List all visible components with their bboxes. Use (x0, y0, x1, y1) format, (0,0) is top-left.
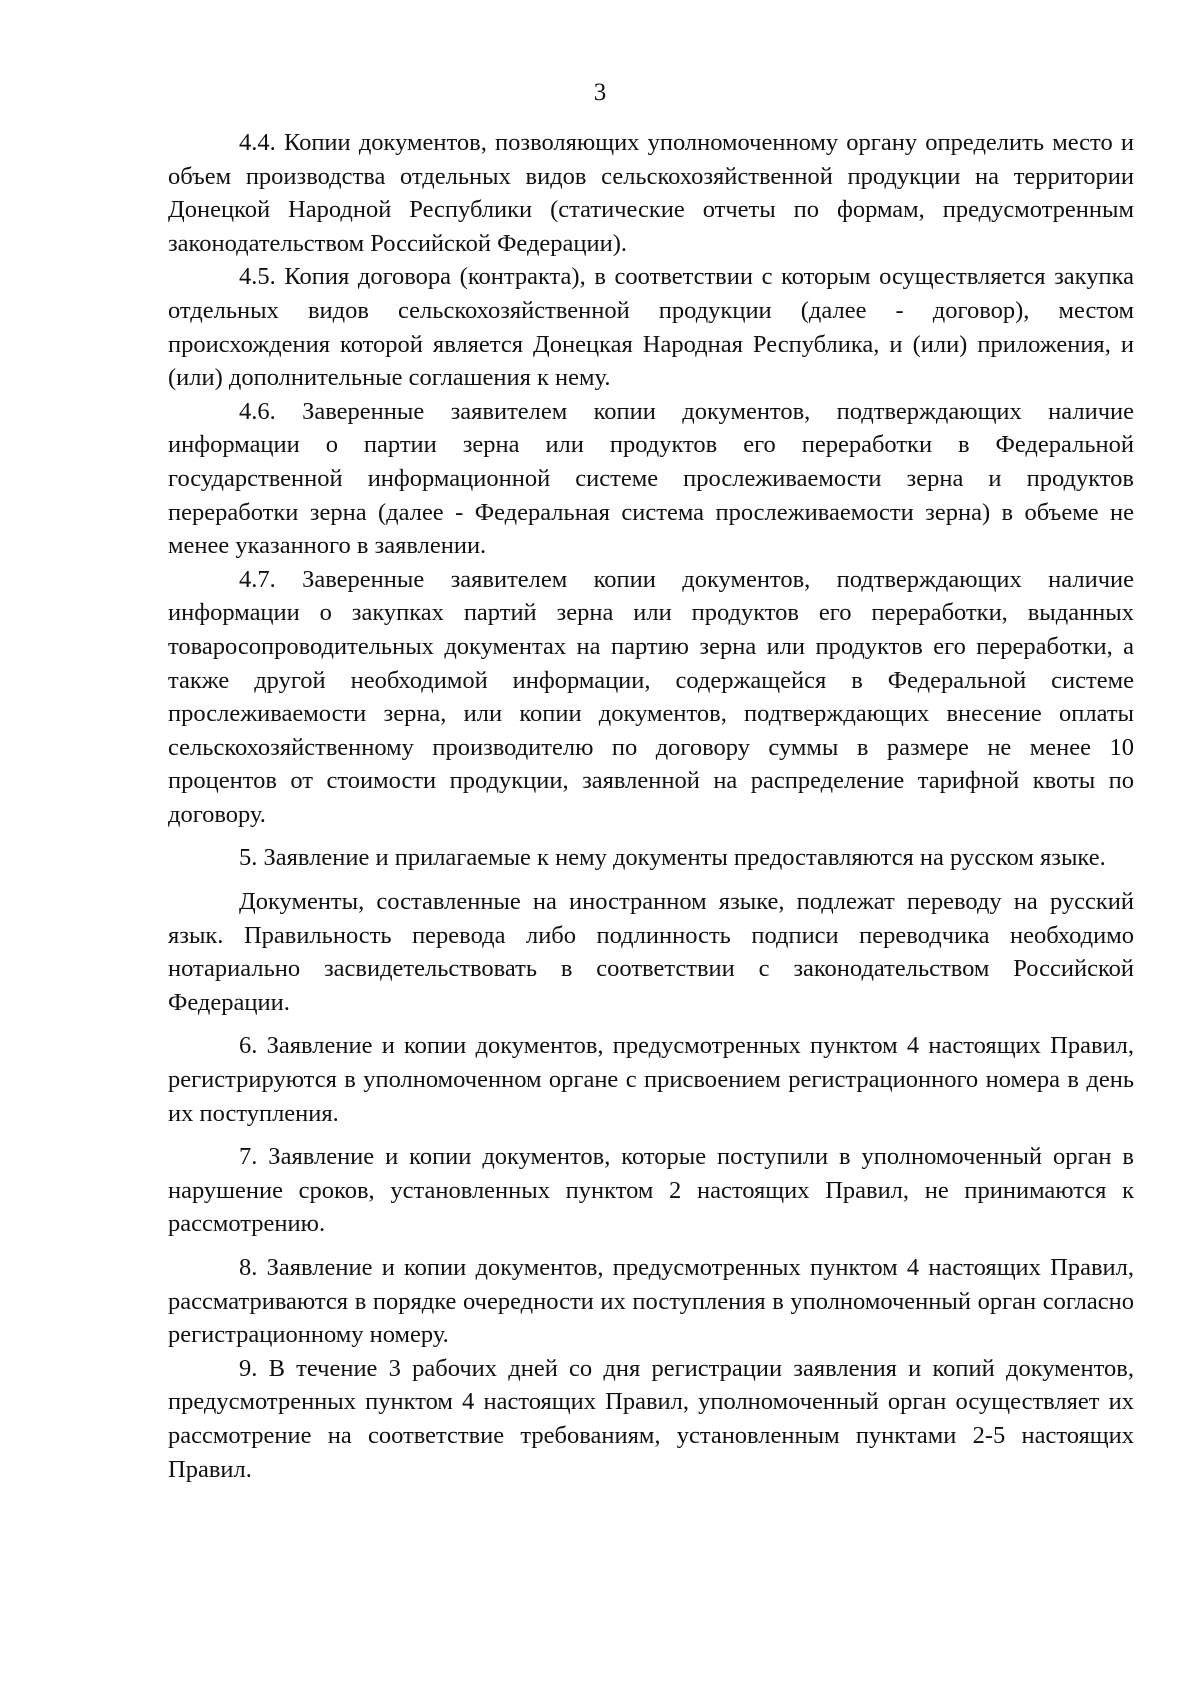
document-body (168, 126, 1134, 1486)
paragraph-4-5: 4.5. Копия договора (контракта), в соответствии с которым осуществляется закупка отдельных видов сельскохозяйственной продукции (далее - договор), местом происхождения которой является Донецкая Народная Республика, и (или) приложения, и (или) дополнительные соглашения к нему. (168, 263, 1134, 392)
paragraph-4-7: 4.7. Заверенные заявителем копии документов, подтверждающих наличие информации о закупках партий зерна или продуктов его переработки, выданных товаросопроводительных документах на партию зерна или продуктов его переработки, а также другой необходимой информации, содержащейся в Федеральной системе прослеживаемости зерна, или копии документов, подтверждающих внесение оплаты сельскохозяйственному производителю по договору суммы в размере не менее 10 процентов от стоимости продукции, заявленной на распределение тарифной квоты по договору. (168, 565, 1134, 828)
paragraph-6: 6. Заявление и копии документов, предусмотренных пунктом 4 настоящих Правил, регистрируются в уполномоченном органе с присвоением регистрационного номера в день их поступления. (168, 1032, 1134, 1127)
paragraph-7: 7. Заявление и копии документов, которые поступили в уполномоченный орган в нарушение сроков, установленных пунктом 2 настоящих Правил, не принимаются к рассмотрению. (168, 1143, 1134, 1238)
paragraph-4-4: 4.4. Копии документов, позволяющих уполномоченному органу определить место и объем производства отдельных видов сельскохозяйственной продукции на территории Донецкой Народной Республики (статические отчеты по формам, предусмотренным законодательством Российской Федерации). (168, 129, 1134, 257)
paragraph-5: 5. Заявление и прилагаемые к нему документы предоставляются на русском языке. (239, 844, 1106, 872)
paragraph-9: 9. В течение 3 рабочих дней со дня регистрации заявления и копий документов, предусмотренных пунктом 4 настоящих Правил, уполномоченный орган осуществляет их рассмотрение на соответствие требованиям, установленным пунктами 2-5 настоящих Правил. (168, 1354, 1134, 1483)
page-number: 3 (593, 79, 607, 106)
paragraph-4-6: 4.6. Заверенные заявителем копии документов, подтверждающих наличие информации о партии зерна или продуктов его переработки в Федеральной государственной информационной системе прослеживаемости зерна и продуктов переработки зерна (далее - Федеральная система прослеживаемости зерна) в объеме не менее указанного в заявлении. (168, 397, 1134, 560)
paragraph-5-continued: Документы, составленные на иностранном языке, подлежат переводу на русский язык. Правильность перевода либо подлинность подписи переводчика необходимо нотариально засвидетельствовать в соответствии с законодательством Российской Федерации. (168, 888, 1134, 1016)
paragraph-8: 8. Заявление и копии документов, предусмотренных пунктом 4 настоящих Правил, рассматриваются в порядке очередности их поступления в уполномоченный орган согласно регистрационному номеру. (168, 1254, 1134, 1349)
